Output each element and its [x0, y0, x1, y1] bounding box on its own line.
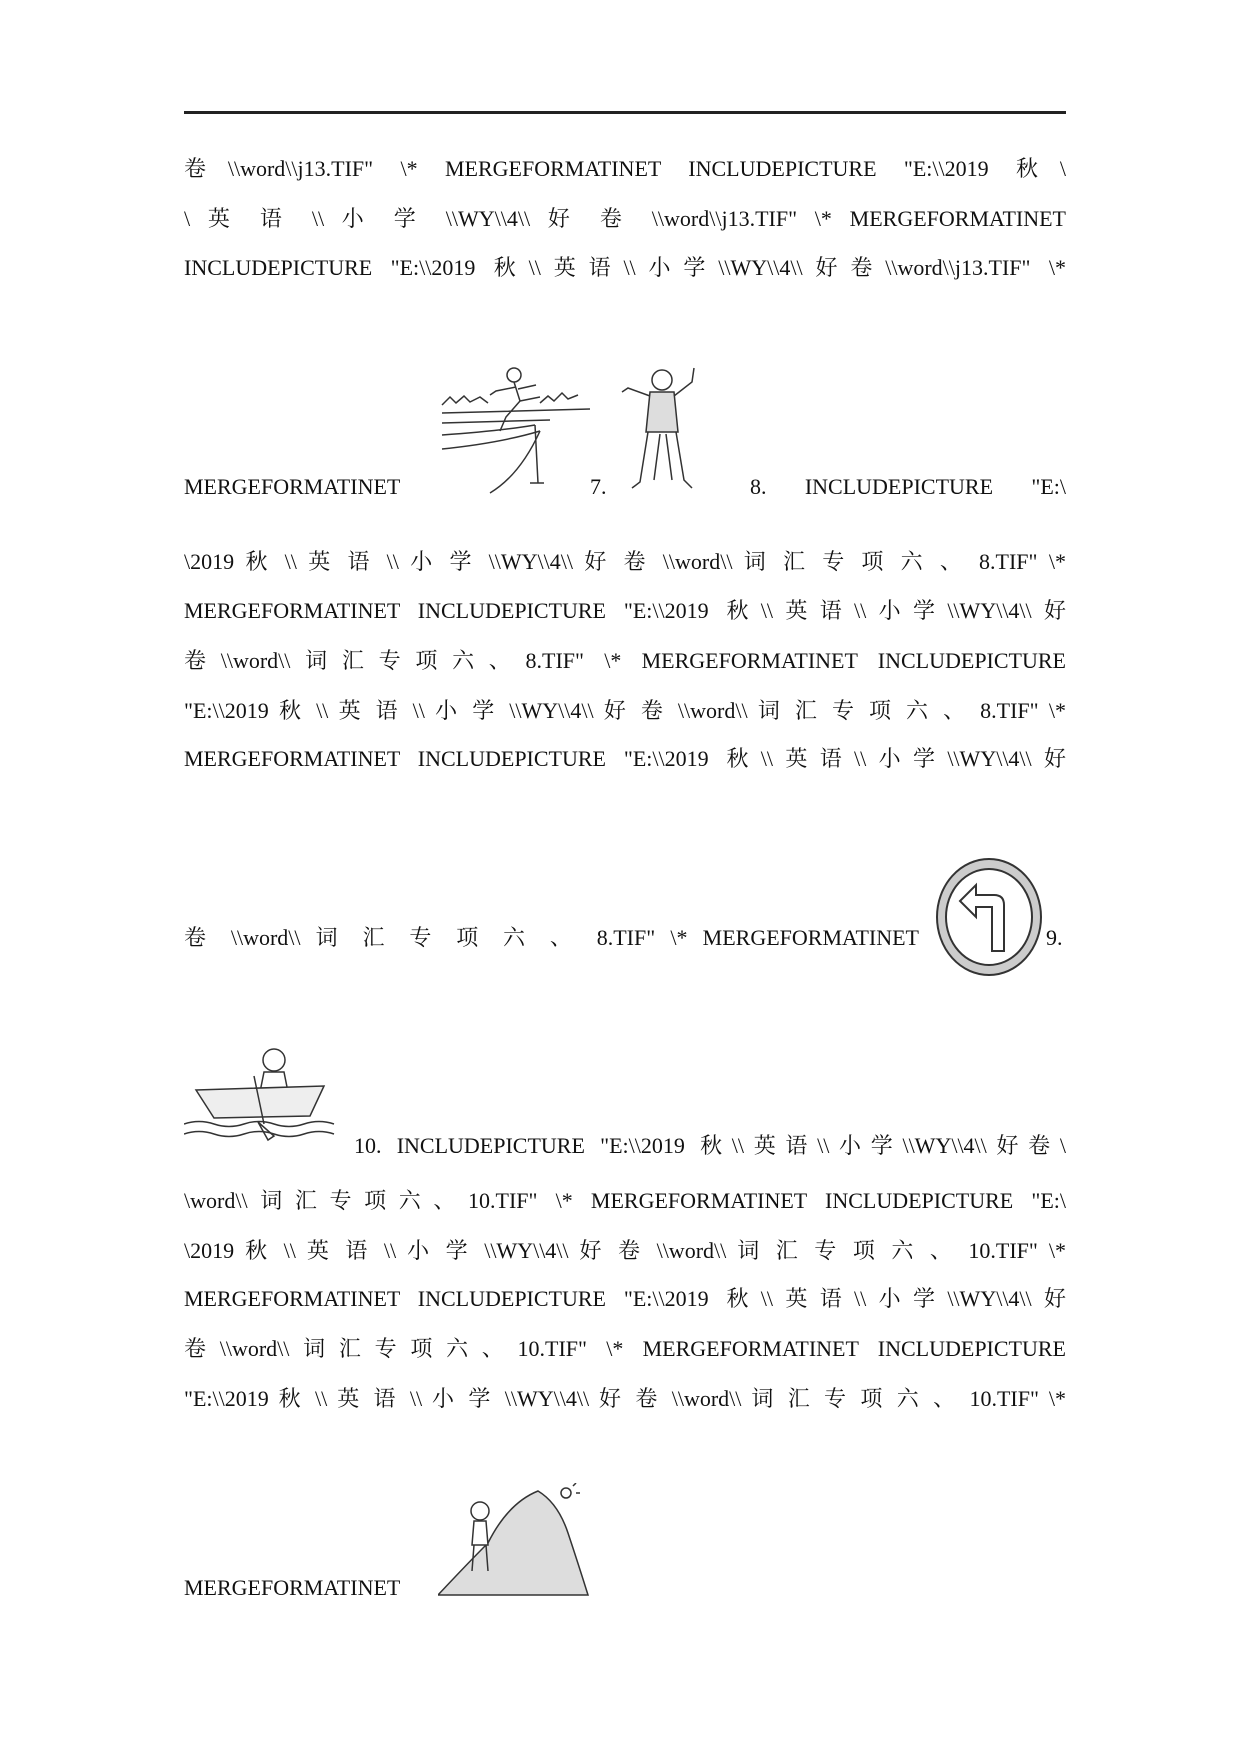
header-rule — [184, 111, 1066, 114]
text-line: "E:\\2019 秋 \\ 英 语 \\ 小 学 \\WY\\4\\ 好 卷 \\word\\ 词 汇 专 项 六 、 10.TIF" \* — [184, 1386, 1066, 1411]
mergeformat-text: MERGEFORMATINET — [184, 1575, 401, 1600]
text-line: INCLUDEPICTURE "E:\\2019 秋\\英语\\小学\\WY\\4\\好卷\\word\\j13.TIF" \* — [184, 255, 1066, 280]
text-line-tail: 8. INCLUDEPICTURE "E:\ — [750, 474, 1066, 499]
item-number-7: 7. — [590, 474, 607, 499]
tai-chi-image — [620, 362, 706, 495]
rowing-boat-image — [184, 1046, 336, 1146]
text-line: MERGEFORMATINET INCLUDEPICTURE "E:\\2019 秋\\英语\\小学\\WY\\4\\好 — [184, 598, 1066, 623]
hurdle-jump-image — [440, 365, 592, 497]
text-line: \2019 秋 \\ 英 语 \\ 小 学 \\WY\\4\\ 好 卷 \\word\\ 词 汇 专 项 六 、 8.TIF" \* — [184, 549, 1066, 574]
mountain-climber-image — [438, 1483, 590, 1597]
text-line: 卷\\word\\词汇专项六、10.TIF" \* MERGEFORMATINET INCLUDEPICTURE — [184, 1336, 1066, 1361]
text-line: \ 英 语 \\ 小 学 \\WY\\4\\ 好 卷 \\word\\j13.TIF" \* MERGEFORMATINET — [184, 206, 1066, 231]
text-line: \word\\词汇专项六、10.TIF" \* MERGEFORMATINET INCLUDEPICTURE "E:\ — [184, 1188, 1066, 1213]
text-line: 卷\\word\\词汇专项六、8.TIF" \* MERGEFORMATINET INCLUDEPICTURE — [184, 648, 1066, 673]
turn-left-sign-image — [934, 855, 1044, 979]
text-line: 卷 \\word\\ 词 汇 专 项 六 、 8.TIF" \* MERGEFORMATINET — [184, 925, 919, 950]
text-line: \2019 秋 \\ 英 语 \\ 小 学 \\WY\\4\\ 好 卷 \\word\\ 词 汇 专 项 六 、 10.TIF" \* — [184, 1238, 1066, 1263]
text-line: 10. INCLUDEPICTURE "E:\\2019 秋\\英语\\小学\\WY\\4\\好卷\ — [354, 1133, 1066, 1158]
text-line: "E:\\2019 秋 \\ 英 语 \\ 小 学 \\WY\\4\\ 好 卷 \\word\\ 词 汇 专 项 六 、 8.TIF" \* — [184, 698, 1066, 723]
mergeformat-text: MERGEFORMATINET — [184, 474, 401, 499]
text-line: MERGEFORMATINET INCLUDEPICTURE "E:\\2019 秋\\英语\\小学\\WY\\4\\好 — [184, 1286, 1066, 1311]
item-number-9: 9. — [1046, 925, 1063, 950]
text-line: MERGEFORMATINET INCLUDEPICTURE "E:\\2019 秋\\英语\\小学\\WY\\4\\好 — [184, 746, 1066, 771]
text-line: 卷\\word\\j13.TIF" \* MERGEFORMATINET INCLUDEPICTURE "E:\\2019 秋\ — [184, 156, 1066, 181]
